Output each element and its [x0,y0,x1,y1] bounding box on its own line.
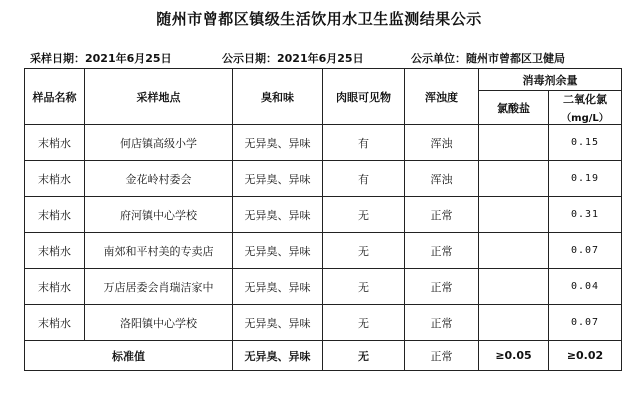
table-row [25,233,622,269]
table-row [25,125,622,161]
cell-chlorine-dioxide: 0.31 [549,197,622,233]
table-row [25,161,622,197]
cell-sample-name: 末梢水 [25,125,85,161]
cell-location: 何店镇高级小学 [85,125,233,161]
cell-chlorine-dioxide: 0.19 [549,161,622,197]
table-row [25,269,622,305]
cell-visible: 无 [323,305,405,341]
cell-visible: 有 [323,125,405,161]
cell-odor: 无异臭、异味 [233,305,323,341]
cell-odor: 无异臭、异味 [233,269,323,305]
cell-visible: 无 [323,197,405,233]
header-odor: 臭和味 [233,69,323,125]
cell-sample-name: 末梢水 [25,197,85,233]
cell-turbidity: 正常 [405,233,479,269]
cell-sample-name: 末梢水 [25,269,85,305]
cell-chlorine-dioxide: 0.15 [549,125,622,161]
publisher: 公示单位：随州市曾都区卫健局 [411,52,565,65]
publish-date: 公示日期：2021年6月25日 [222,52,364,65]
standard-label: 标准值 [25,341,233,371]
header-chlorine-dioxide [549,91,622,125]
standard-turbidity: 正常 [405,341,479,371]
standard-chlorine-dioxide: ≥0.02 [549,341,622,371]
cell-chlorate [479,233,549,269]
table-header-row [25,69,622,91]
standard-visible: 无 [323,341,405,371]
cell-chlorine-dioxide: 0.07 [549,233,622,269]
cell-odor: 无异臭、异味 [233,233,323,269]
cell-visible: 有 [323,161,405,197]
cell-chlorate [479,161,549,197]
cell-location: 万店居委会肖瑞洁家中 [85,269,233,305]
standard-chlorate: ≥0.05 [479,341,549,371]
cell-sample-name: 末梢水 [25,305,85,341]
cell-odor: 无异臭、异味 [233,161,323,197]
header-unit: （mg/L） [561,113,609,124]
cell-sample-name: 末梢水 [25,161,85,197]
header-location: 采样地点 [85,69,233,125]
cell-odor: 无异臭、异味 [233,125,323,161]
cell-chlorate [479,197,549,233]
table-row [25,305,622,341]
cell-visible: 无 [323,233,405,269]
cell-location: 府河镇中心学校 [85,197,233,233]
cell-chlorate [479,125,549,161]
table-body [25,125,622,371]
header-visible-matter: 肉眼可见物 [323,69,405,125]
cell-turbidity: 正常 [405,269,479,305]
header-turbidity: 浑浊度 [405,69,479,125]
header-disinfectant-residual: 消毒剂余量 [479,69,622,91]
sample-date: 采样日期：2021年6月25日 [30,52,172,65]
cell-turbidity: 正常 [405,197,479,233]
cell-sample-name: 末梢水 [25,233,85,269]
cell-chlorate [479,269,549,305]
cell-location: 洛阳镇中心学校 [85,305,233,341]
cell-turbidity: 正常 [405,305,479,341]
cell-chlorine-dioxide: 0.04 [549,269,622,305]
monitoring-results-table [24,68,622,371]
cell-turbidity: 浑浊 [405,161,479,197]
cell-chlorate [479,305,549,341]
table-row [25,197,622,233]
cell-location: 金花岭村委会 [85,161,233,197]
standard-row [25,341,622,371]
cell-visible: 无 [323,269,405,305]
cell-location: 南郊和平村美的专卖店 [85,233,233,269]
header-chlorine-dioxide-label: 二氧化氯 [563,93,607,106]
standard-odor: 无异臭、异味 [233,341,323,371]
cell-turbidity: 浑浊 [405,125,479,161]
page-title: 随州市曾都区镇级生活饮用水卫生监测结果公示 [156,10,482,28]
cell-odor: 无异臭、异味 [233,197,323,233]
cell-chlorine-dioxide: 0.07 [549,305,622,341]
header-sample-name: 样品名称 [25,69,85,125]
header-chlorate: 氯酸盐 [479,91,549,125]
